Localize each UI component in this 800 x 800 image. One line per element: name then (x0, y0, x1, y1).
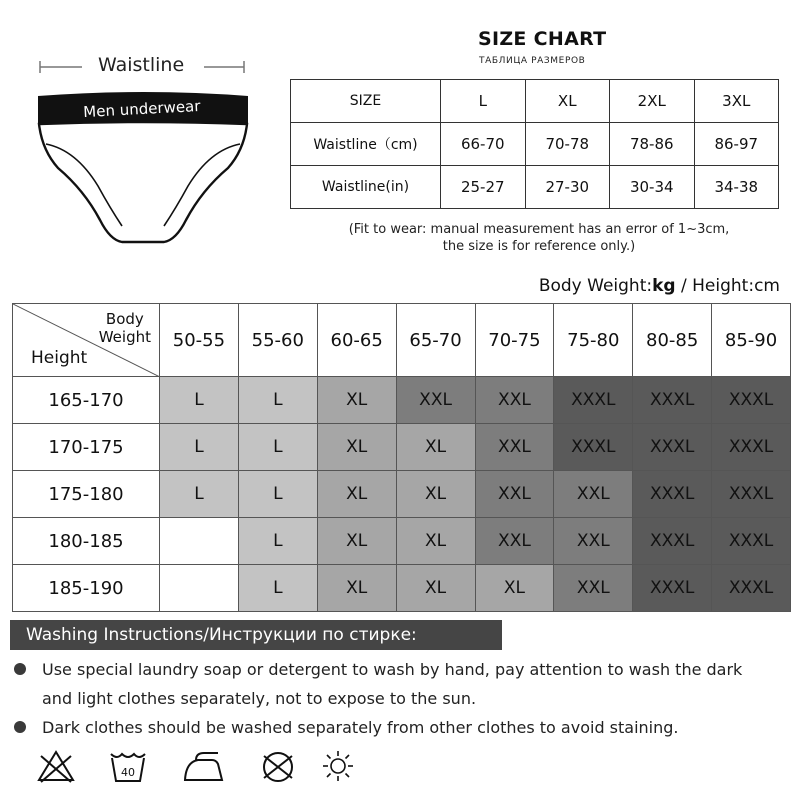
size-recommendation-cell (160, 518, 239, 565)
height-row-header: 170-175 (13, 424, 160, 471)
size-recommendation-cell: XL (317, 565, 396, 612)
size-row-label: Waistline(in) (291, 166, 441, 209)
washing-instruction-2: Dark clothes should be washed separately from other clothes to avoid staining. (42, 718, 679, 737)
size-cell: 27-30 (525, 166, 610, 209)
size-recommendation-cell: XL (317, 424, 396, 471)
size-row (291, 166, 779, 209)
corner-height-label: Height (31, 348, 88, 368)
size-recommendation-cell: L (238, 471, 317, 518)
weight-column-header: 50-55 (160, 304, 239, 377)
size-recommendation-cell: XXL (475, 471, 554, 518)
size-note-line-2: the size is for reference only.) (442, 239, 636, 254)
height-label: Height: (692, 276, 755, 296)
table-row (13, 377, 791, 424)
size-chart-table (290, 79, 779, 209)
table-row (13, 518, 791, 565)
size-recommendation-cell: XXXL (633, 424, 712, 471)
size-cell: L (441, 80, 526, 123)
unit-separator: / (675, 276, 693, 296)
size-note (325, 221, 753, 255)
weight-column-header: 70-75 (475, 304, 554, 377)
size-row (291, 123, 779, 166)
no-bleach-icon (36, 748, 76, 784)
corner-body-text: Body (105, 310, 144, 328)
size-recommendation-cell: XXL (475, 518, 554, 565)
size-row-label: SIZE (291, 80, 441, 123)
weight-column-header: 85-90 (712, 304, 791, 377)
bullet-dot (14, 663, 26, 675)
height-row-header: 165-170 (13, 377, 160, 424)
table-row (13, 471, 791, 518)
size-recommendation-cell: XXXL (712, 424, 791, 471)
size-recommendation-cell: L (160, 424, 239, 471)
size-recommendation-cell: XXL (396, 377, 475, 424)
table-row (13, 565, 791, 612)
weight-column-header: 55-60 (238, 304, 317, 377)
size-recommendation-cell: XXXL (633, 518, 712, 565)
size-recommendation-cell: XXL (554, 471, 633, 518)
size-recommendation-cell: XL (317, 518, 396, 565)
size-cell: 30-34 (610, 166, 695, 209)
size-recommendation-cell: XXXL (633, 471, 712, 518)
size-recommendation-cell: XL (396, 565, 475, 612)
corner-body-weight-label (99, 310, 151, 346)
size-recommendation-cell: XXXL (554, 377, 633, 424)
no-tumble-dry-icon (258, 748, 298, 784)
size-cell: 66-70 (441, 123, 526, 166)
size-recommendation-cell: XL (396, 424, 475, 471)
sun-icon (320, 748, 356, 784)
wash-temp-text: 40 (121, 766, 135, 779)
size-cell: 86-97 (694, 123, 779, 166)
size-recommendation-cell: L (238, 424, 317, 471)
weight-label: Body Weight: (538, 276, 653, 296)
washing-heading: Washing Instructions/Инструкции по стирке: (10, 620, 502, 650)
underwear-illustration (36, 90, 252, 250)
size-recommendation-cell (160, 565, 239, 612)
size-note-line-1: (Fit to wear: manual measurement has an error of 1~3cm, (348, 222, 730, 237)
size-recommendation-cell: L (160, 471, 239, 518)
size-recommendation-cell: XL (475, 565, 554, 612)
size-cell: 34-38 (694, 166, 779, 209)
weight-column-header: 75-80 (554, 304, 633, 377)
iron-icon (182, 748, 224, 784)
size-chart-subtitle: ТАБЛИЦА РАЗМЕРОВ (479, 56, 586, 66)
corner-weight-text: Weight (98, 328, 151, 346)
size-recommendation-cell: XXL (475, 424, 554, 471)
waistline-label: Waistline (98, 54, 185, 76)
height-row-header: 185-190 (13, 565, 160, 612)
size-recommendation-cell: XXL (475, 377, 554, 424)
size-recommendation-cell: XL (396, 471, 475, 518)
size-cell: 3XL (694, 80, 779, 123)
bullet-dot (14, 721, 26, 733)
weight-header-row (13, 304, 791, 377)
weight-column-header: 60-65 (317, 304, 396, 377)
size-row-label: Waistline（cm) (291, 123, 441, 166)
washing-instruction-1-line-1: Use special laundry soap or detergent to wash by hand, pay attention to wash the dark (42, 660, 743, 679)
size-cell: 78-86 (610, 123, 695, 166)
weight-column-header: 65-70 (396, 304, 475, 377)
size-recommendation-cell: XL (317, 471, 396, 518)
weight-column-header: 80-85 (633, 304, 712, 377)
height-row-header: 175-180 (13, 471, 160, 518)
size-recommendation-cell: XL (317, 377, 396, 424)
size-chart-title: SIZE CHART (478, 28, 607, 50)
size-recommendation-cell: XL (396, 518, 475, 565)
size-recommendation-cell: XXXL (712, 471, 791, 518)
size-cell: XL (525, 80, 610, 123)
size-header-row (291, 80, 779, 123)
size-recommendation-cell: XXXL (712, 518, 791, 565)
height-unit: cm (754, 276, 780, 296)
weight-height-table (12, 303, 791, 612)
size-recommendation-cell: L (160, 377, 239, 424)
band-text: Men underwear (82, 96, 201, 122)
size-recommendation-cell: L (238, 518, 317, 565)
size-recommendation-cell: XXXL (712, 565, 791, 612)
size-recommendation-cell: XXXL (633, 565, 712, 612)
size-recommendation-cell: L (238, 377, 317, 424)
size-recommendation-cell: L (238, 565, 317, 612)
washing-instruction-1-line-2: and light clothes separately, not to expose to the sun. (42, 689, 477, 708)
size-cell: 2XL (610, 80, 695, 123)
size-cell: 25-27 (441, 166, 526, 209)
table-corner-cell (13, 304, 160, 377)
hand-wash-40-icon (108, 748, 148, 784)
size-recommendation-cell: XXXL (554, 424, 633, 471)
units-caption (539, 276, 780, 296)
size-recommendation-cell: XXL (554, 518, 633, 565)
size-cell: 70-78 (525, 123, 610, 166)
size-recommendation-cell: XXL (554, 565, 633, 612)
size-recommendation-cell: XXXL (633, 377, 712, 424)
weight-unit: kg (652, 276, 676, 296)
height-row-header: 180-185 (13, 518, 160, 565)
size-recommendation-cell: XXXL (712, 377, 791, 424)
washing-instruction-1 (42, 655, 782, 713)
table-row (13, 424, 791, 471)
